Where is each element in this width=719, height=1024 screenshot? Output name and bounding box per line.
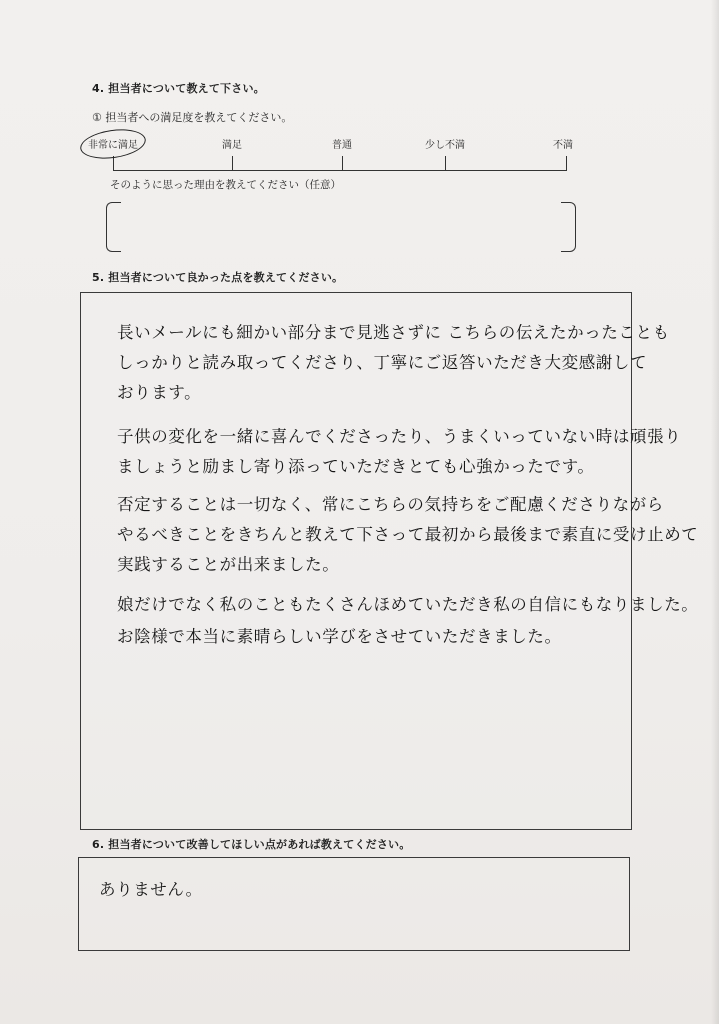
handwritten-line: 長いメールにも細かい部分まで見逃さずに こちらの伝えたかったことも <box>117 323 670 342</box>
q6-answer-box[interactable] <box>78 857 630 951</box>
handwritten-line: おります。 <box>117 383 202 402</box>
handwritten-line: 子供の変化を一緒に喜んでくださったり、うまくいっていない時は頑張り <box>117 427 682 446</box>
handwritten-line: お陰様で本当に素晴らしい学びをさせていただきました。 <box>117 627 562 646</box>
scale-tick <box>445 156 446 171</box>
scale-tick <box>113 156 114 171</box>
paper-edge-shadow <box>711 0 719 1024</box>
q5-heading: 5. 担当者について良かった点を教えてください。 <box>92 271 344 284</box>
scale-label-slightly-dissatisfied[interactable]: 少し不満 <box>425 140 465 151</box>
q4-heading: 4. 担当者について教えて下さい。 <box>92 82 265 95</box>
q4-reason-prompt: そのように思った理由を教えてください（任意） <box>110 179 341 191</box>
scale-label-satisfied[interactable]: 満足 <box>222 140 242 151</box>
scale-tick <box>566 156 567 171</box>
q4-sub-question: ① 担当者への満足度を教えてください。 <box>92 111 293 124</box>
handwritten-line: 実践することが出来ました。 <box>117 555 340 574</box>
q6-heading: 6. 担当者について改善してほしい点があれば教えてください。 <box>92 838 411 851</box>
handwritten-line: ましょうと励まし寄り添っていただきとても心強かったです。 <box>117 457 595 476</box>
handwritten-line: やるべきことをきちんと教えて下さって最初から最後まで素直に受け止めて <box>117 525 699 544</box>
handwritten-line: 否定することは一切なく、常にこちらの気持ちをご配慮くださりながら <box>117 495 664 514</box>
scale-tick <box>232 156 233 171</box>
handwritten-line: しっかりと読み取ってくださり、丁寧にご返答いただき大変感謝して <box>117 353 648 372</box>
reason-bracket-left <box>106 202 121 252</box>
q5-answer-box[interactable] <box>80 292 699 830</box>
scale-label-neutral[interactable]: 普通 <box>332 140 352 151</box>
reason-bracket-right <box>561 202 576 252</box>
selected-answer-circle <box>78 126 147 163</box>
scale-tick <box>342 156 343 171</box>
scale-axis-line <box>113 170 567 171</box>
scale-label-dissatisfied[interactable]: 不満 <box>553 140 573 151</box>
handwritten-line: 娘だけでなく私のこともたくさんほめていただき私の自信にもなりました。 <box>117 595 699 614</box>
scale-label-very-satisfied[interactable]: 非常に満足 <box>88 140 138 151</box>
handwritten-answer: ありません。 <box>99 880 203 899</box>
